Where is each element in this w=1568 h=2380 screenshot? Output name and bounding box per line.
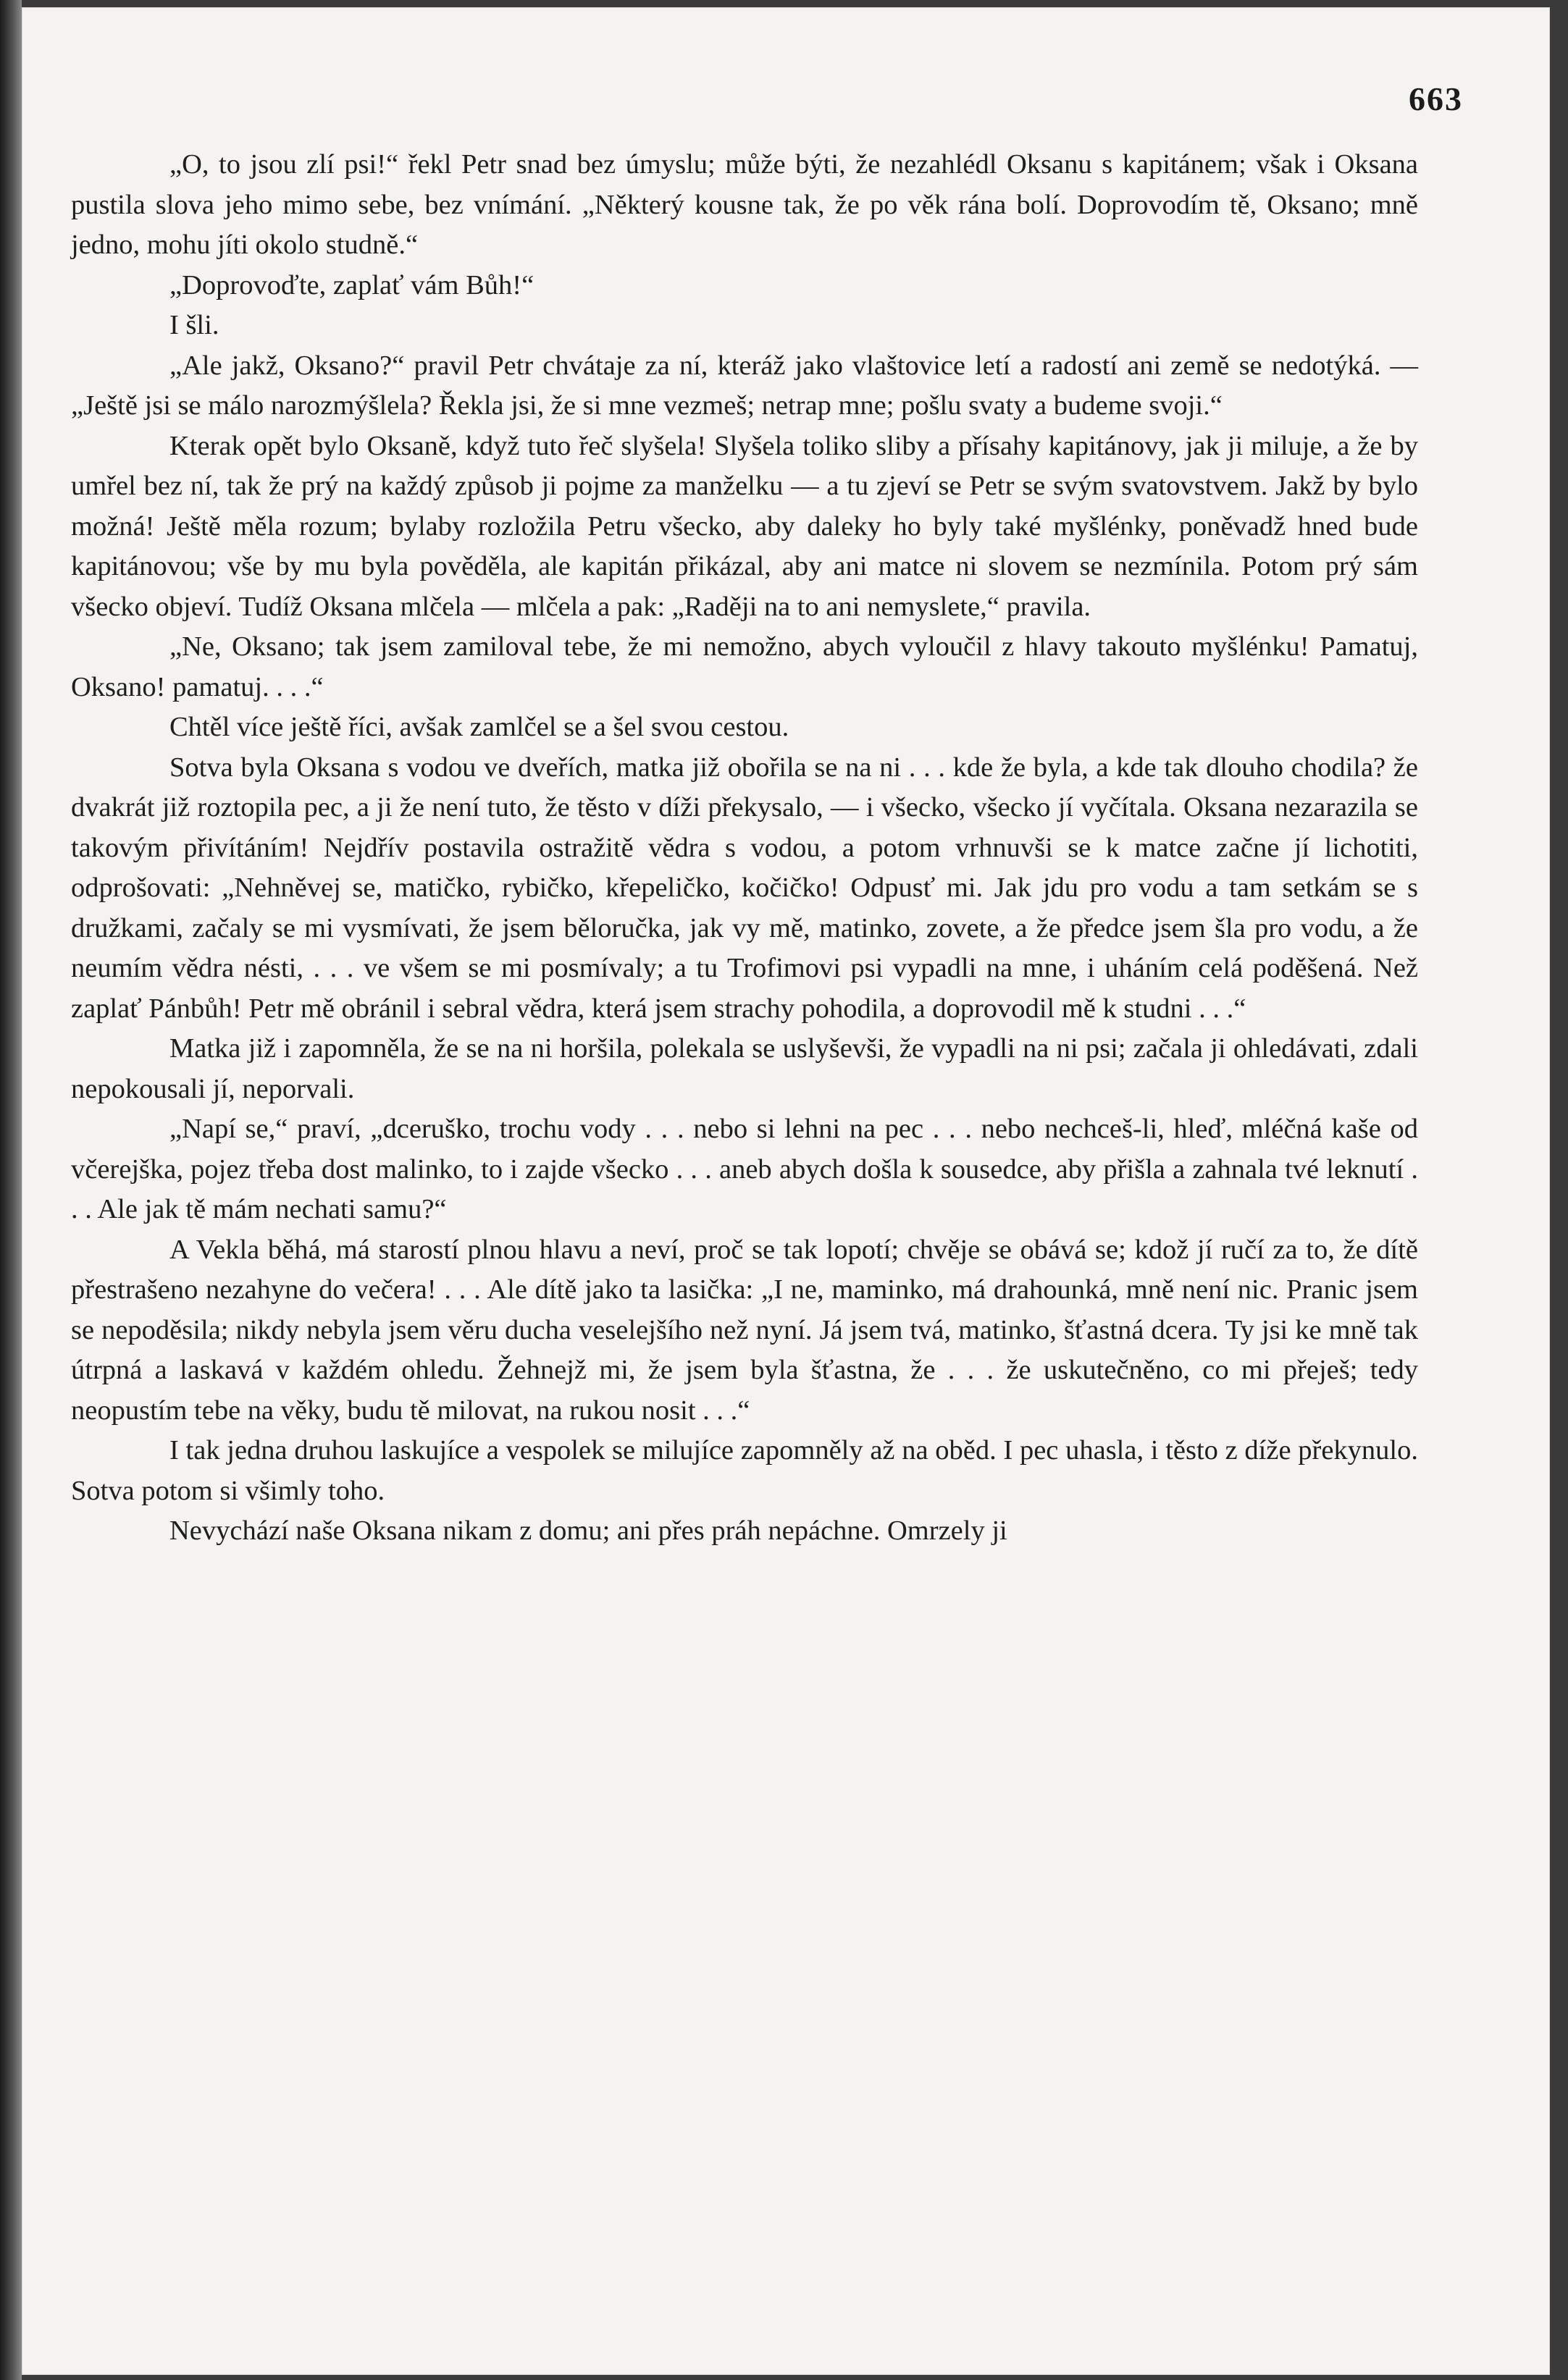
paragraph: I tak jedna druhou laskujíce a vespolek se milujíce zapomněly až na oběd. I pec uhasla, i těsto z díže překynulo. Sotva potom si všimly toho. [71, 1435, 1418, 1506]
paragraph: „Ale jakž, Oksano?“ pravil Petr chvátaje za ní, kteráž jako vlaštovice letí a radostí ani země se nedotýká. — „Ještě jsi se málo narozmýšlela? Řekla jsi, že si mne vezmeš; netrap mne; pošlu svaty a budeme svoji.“ [71, 350, 1418, 421]
paragraph: A Vekla běhá, má starostí plnou hlavu a neví, proč se tak lopotí; chvěje se obává se; kdož jí ručí za to, že dítě přestrašeno nezahyne do večera! . . . Ale dítě jako ta lasička: „I ne, maminko, má drahounká, mně není nic. Pranic jsem se nepoděsila; nikdy nebyla jsem věru ducha veselejšího než nyní. Já jsem tvá, matinko, šťastná dcera. Ty jsi ke mně tak útrpná a laskavá v každém ohledu. Žehnejž mi, že jsem byla šťastna, že . . . že uskutečněno, co mi přeješ; tedy neopustím tebe na věky, budu tě milovat, na rukou nosit . . .“ [71, 1234, 1418, 1426]
paragraph: Kterak opět bylo Oksaně, když tuto řeč slyšela! Slyšela toliko sliby a přísahy kapitánovy, jak ji miluje, a že by umřel bez ní, tak že prý na každý způsob ji pojme za manželku — a tu zjeví se Petr se svým svatovstvem. Jakž by bylo možná! Ještě měla rozum; bylaby rozložila Petru všecko, aby daleky ho byly také myšlénky, poněvadž hned bude kapitánovou; vše by mu byla pověděla, ale kapitán přikázal, aby ani matce ni slovem se nezmínila. Potom prý sám všecko objeví. Tudíž Oksana mlčela — mlčela a pak: „Raději na to ani nemyslete,“ pravila. [71, 430, 1418, 622]
paragraph: Chtěl více ještě říci, avšak zamlčel se a šel svou cestou. [169, 712, 789, 742]
paragraph: „Doprovoďte, zaplať vám Bůh!“ [169, 269, 534, 300]
body-text [71, 145, 1418, 1552]
paragraph: I šli. [169, 310, 219, 340]
paragraph: Matka již i zapomněla, že se na ni horšila, polekala se uslyševši, že vypadli na ni psi; začala ji ohledávati, zdali nepokousali jí, neporvali. [71, 1033, 1418, 1104]
paragraph: „Napí se,“ praví, „dceruško, trochu vody . . . nebo si lehni na pec . . . nebo nechceš-li, hleď, mléčná kaše od včerejška, pojez třeba dost malinko, to i zajde všecko . . . aneb abych došla k sousedce, aby přišla a zahnala tvé leknutí . . . Ale jak tě mám nechati samu?“ [71, 1114, 1418, 1224]
paragraph: Nevychází naše Oksana nikam z domu; ani přes práh nepáchne. Omrzely ji [169, 1515, 1007, 1546]
binding-edge [0, 0, 22, 2380]
paragraph: Sotva byla Oksana s vodou ve dveřích, matka již obořila se na ni . . . kde že byla, a kde tak dlouho chodila? že dvakrát již roztopila pec, a ji že není tuto, že těsto v díži překysalo, — i všecko, všecko jí vyčítala. Oksana nezarazila se takovým přivítáním! Nejdřív postavila ostražitě vědra s vodou, a potom vrhnuvši se k matce začne jí lichotiti, odprošovati: „Nehněvej se, matičko, rybičko, křepeličko, kočičko! Odpusť mi. Jak jdu pro vodu a tam setkám se s družkami, začaly se mi vysmívati, že jsem bělоručka, jak vy mě, matinko, zovete, a že předce jsem šla pro vodu, a že neumím vědra nésti, . . . ve všem se mi posmívaly; a tu Trofimovi psi vypadli na mne, i uháním celá poděšená. Než zaplať Pánbůh! Petr mě obránil i sebral vědra, která jsem strachy pohodila, a doprovodil mě k studni . . .“ [71, 752, 1418, 1024]
book-page [22, 7, 1550, 2375]
paragraph: „Ne, Oksano; tak jsem zamiloval tebe, že mi nemožno, abych vyloučil z hlavy takouto myšlénku! Pamatuj, Oksano! pamatuj. . . .“ [71, 631, 1418, 702]
paragraph: „O, to jsou zlí psi!“ řekl Petr snad bez úmyslu; může býti, že nezahlédl Oksanu s kapitánem; však i Oksana pustila slova jeho mimo sebe, bez vnímání. „Některý kousne tak, že po věk rána bolí. Doprovodím tě, Oksano; mně jedno, mohu jíti okolo studně.“ [71, 149, 1418, 260]
page-number: 663 [1409, 80, 1463, 117]
